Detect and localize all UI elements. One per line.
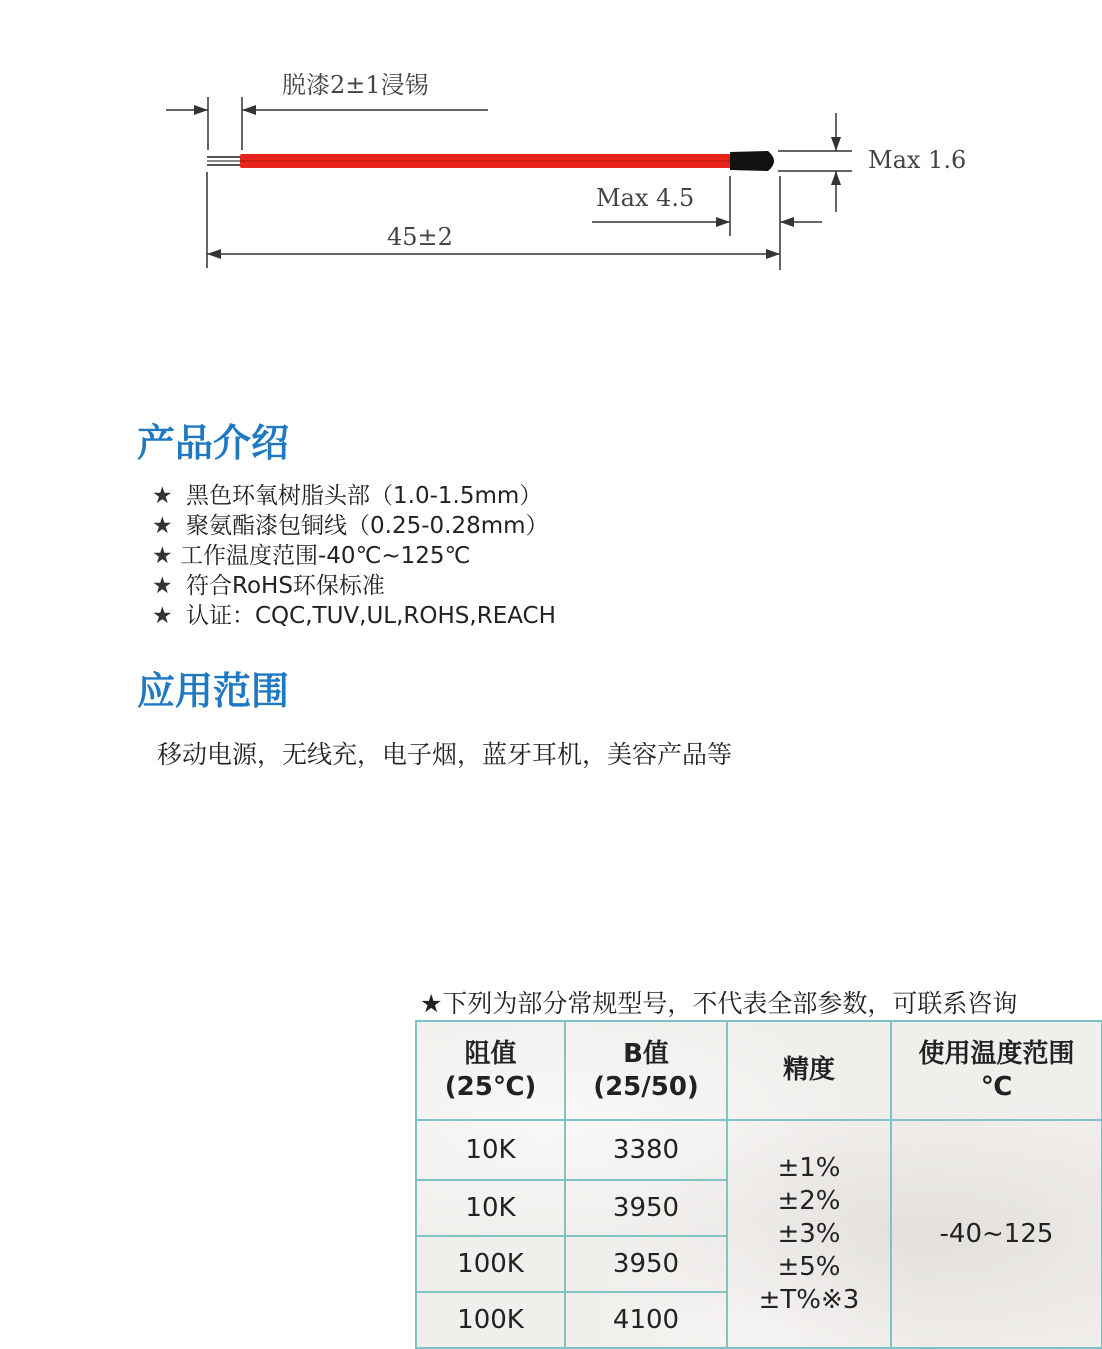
feature-list — [152, 481, 556, 631]
cell-temp-range: -40~125 — [891, 1120, 1102, 1348]
applications-text: 移动电源，无线充，电子烟，蓝牙耳机，美容产品等 — [157, 740, 733, 769]
cell-accuracy: ±1% ±2% ±3% ±5% ±T%※3 — [727, 1120, 891, 1348]
intro-title: 产品介绍 — [137, 421, 290, 465]
list-item: ★ 认证：CQC,TUV,UL,ROHS,REACH — [152, 603, 556, 629]
star-icon: ★ — [152, 483, 173, 509]
head-diameter-dimension — [778, 113, 852, 212]
applications-title: 应用范围 — [137, 669, 290, 713]
length-label: 45±2 — [387, 223, 453, 251]
star-icon: ★ — [152, 513, 173, 539]
list-item: ★ 黑色环氧树脂头部（1.0-1.5mm） — [152, 483, 543, 509]
cell-b-value: 3950 — [565, 1180, 727, 1236]
cell-b-value: 4100 — [565, 1292, 727, 1348]
strip-dimension — [166, 97, 488, 150]
header-accuracy: 精度 — [727, 1021, 891, 1120]
cell-resistance: 100K — [416, 1292, 565, 1348]
thermistor-head — [730, 151, 774, 171]
dimension-drawing — [0, 0, 1102, 300]
cell-b-value: 3950 — [565, 1236, 727, 1292]
head-length-label: Max 4.5 — [596, 184, 695, 212]
list-item: ★ 工作温度范围-40℃~125℃ — [152, 543, 471, 569]
header-temp-range: 使用温度范围 ℃ — [891, 1021, 1102, 1120]
star-icon: ★ — [152, 603, 173, 629]
table-note: ★下列为部分常规型号，不代表全部参数，可联系咨询 — [420, 989, 1018, 1018]
cell-resistance: 100K — [416, 1236, 565, 1292]
star-icon: ★ — [152, 573, 173, 599]
thermistor-wire — [207, 154, 736, 168]
cell-b-value: 3380 — [565, 1120, 727, 1180]
strip-label: 脱漆2±1浸锡 — [282, 71, 429, 99]
head-diameter-label: Max 1.6 — [868, 146, 967, 174]
parameter-table — [415, 1020, 1102, 1349]
table-header-row — [416, 1021, 1102, 1120]
table-row — [416, 1120, 1102, 1180]
cell-resistance: 10K — [416, 1120, 565, 1180]
header-resistance: 阻值 (25℃) — [416, 1021, 565, 1120]
cell-resistance: 10K — [416, 1180, 565, 1236]
star-icon: ★ — [152, 543, 173, 569]
list-item: ★ 符合RoHS环保标准 — [152, 573, 385, 599]
list-item: ★ 聚氨酯漆包铜线（0.25-0.28mm） — [152, 513, 549, 539]
header-b-value: B值 (25/50) — [565, 1021, 727, 1120]
